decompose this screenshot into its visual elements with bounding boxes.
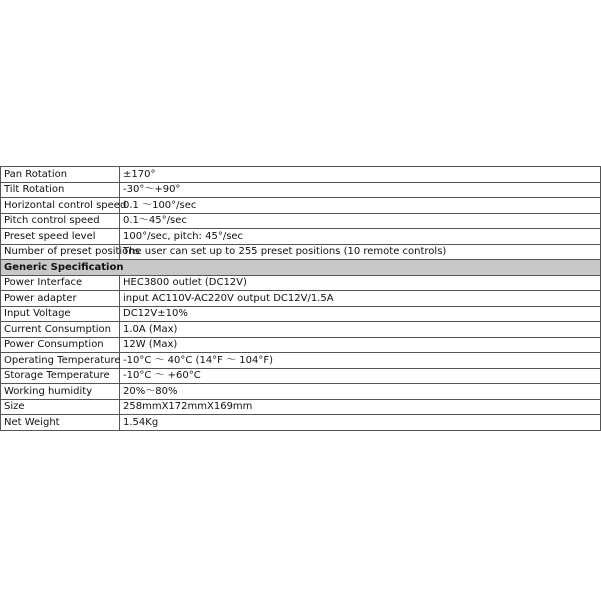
spec-label: Working humidity xyxy=(1,384,120,400)
spec-value: input AC110V-AC220V output DC12V/1.5A xyxy=(120,291,601,307)
section-header: Generic Specification xyxy=(1,260,601,276)
spec-value: HEC3800 outlet (DC12V) xyxy=(120,275,601,291)
spec-label: Power Interface xyxy=(1,275,120,291)
spec-value: DC12V±10% xyxy=(120,306,601,322)
spec-value: -30°～+90° xyxy=(120,182,601,198)
spec-label: Size xyxy=(1,399,120,415)
spec-label: Number of preset positions xyxy=(1,244,120,260)
spec-value: 0.1～45°/sec xyxy=(120,213,601,229)
table-row xyxy=(1,368,601,384)
spec-label: Power adapter xyxy=(1,291,120,307)
table-row xyxy=(1,322,601,338)
table-row xyxy=(1,399,601,415)
table-row xyxy=(1,198,601,214)
table-row xyxy=(1,291,601,307)
spec-value: 1.0A (Max) xyxy=(120,322,601,338)
table-row xyxy=(1,244,601,260)
spec-value: ±170° xyxy=(120,167,601,183)
table-row xyxy=(1,167,601,183)
spec-table xyxy=(0,166,601,431)
table-row xyxy=(1,306,601,322)
spec-label: Operating Temperature xyxy=(1,353,120,369)
table-row xyxy=(1,275,601,291)
table-row xyxy=(1,213,601,229)
spec-value: 20%～80% xyxy=(120,384,601,400)
spec-label: Power Consumption xyxy=(1,337,120,353)
section-header-row xyxy=(1,260,601,276)
spec-label: Current Consumption xyxy=(1,322,120,338)
spec-label: Input Voltage xyxy=(1,306,120,322)
spec-label: Pan Rotation xyxy=(1,167,120,183)
table-row xyxy=(1,337,601,353)
table-row xyxy=(1,415,601,431)
spec-value: 1.54Kg xyxy=(120,415,601,431)
spec-label: Horizontal control speed xyxy=(1,198,120,214)
table-row xyxy=(1,229,601,245)
spec-value: 100°/sec, pitch: 45°/sec xyxy=(120,229,601,245)
spec-label: Pitch control speed xyxy=(1,213,120,229)
spec-label: Storage Temperature xyxy=(1,368,120,384)
table-row xyxy=(1,353,601,369)
spec-value: -10°C ～ 40°C (14°F ～ 104°F) xyxy=(120,353,601,369)
spec-label: Preset speed level xyxy=(1,229,120,245)
spec-value: 258mmX172mmX169mm xyxy=(120,399,601,415)
table-row xyxy=(1,384,601,400)
spec-value: The user can set up to 255 preset positions (10 remote controls) xyxy=(120,244,601,260)
table-row xyxy=(1,182,601,198)
spec-value: 0.1 ～100°/sec xyxy=(120,198,601,214)
spec-label: Tilt Rotation xyxy=(1,182,120,198)
spec-value: -10°C ～ +60°C xyxy=(120,368,601,384)
spec-label: Net Weight xyxy=(1,415,120,431)
spec-value: 12W (Max) xyxy=(120,337,601,353)
